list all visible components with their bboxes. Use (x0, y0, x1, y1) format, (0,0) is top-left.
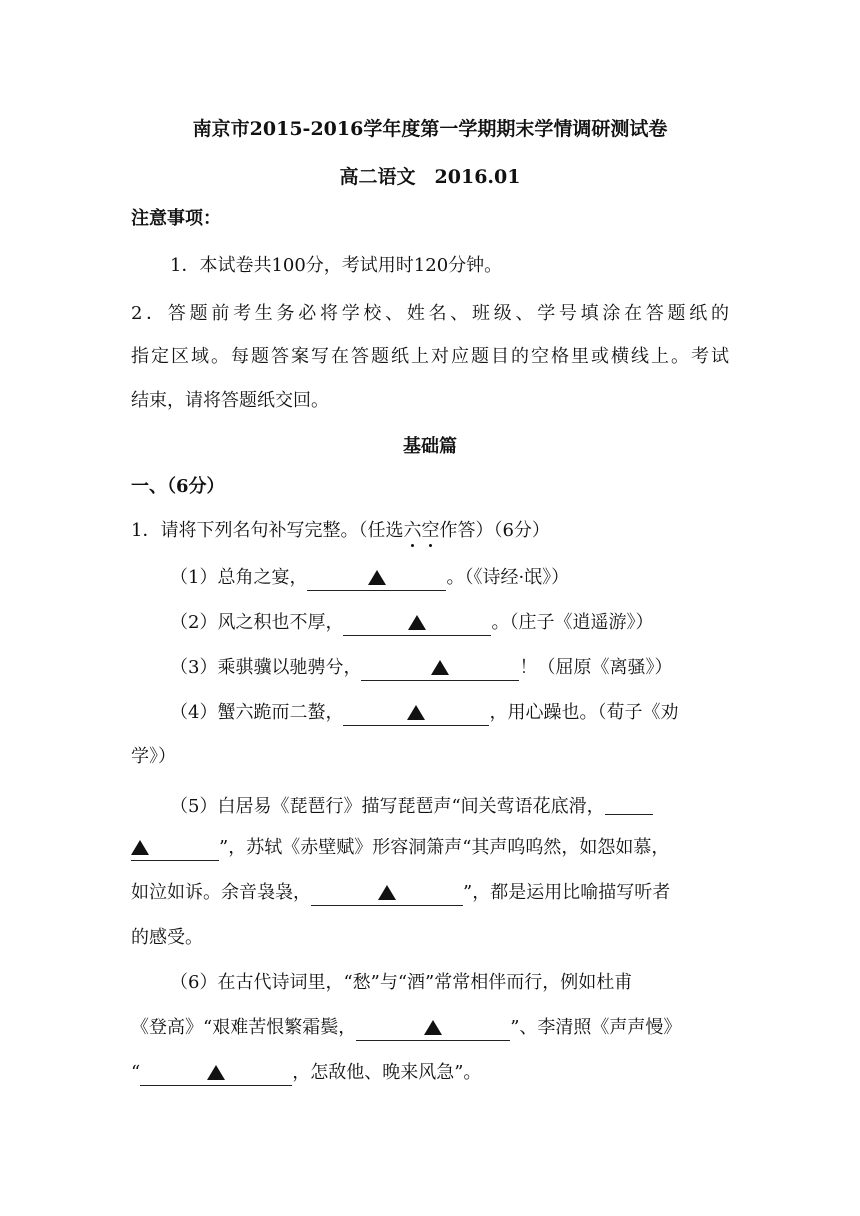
item-5-line4: 的感受。 (131, 927, 203, 948)
item-6-text: “ (131, 1062, 141, 1083)
item-6-text: ”、李清照《声声慢》 (510, 1017, 682, 1038)
answer-blank (361, 658, 519, 681)
item-3-text: （3）乘骐骥以驰骋兮， (170, 657, 362, 678)
section-heading: 基础篇 (403, 436, 457, 457)
triangle-marker-icon (368, 570, 386, 585)
answer-blank (140, 1063, 292, 1086)
item-4-continuation: 学》） (131, 746, 176, 767)
triangle-marker-icon (431, 660, 449, 675)
note-item-2-line1: 2．答题前考生务必将学校、姓名、班级、学号填涂在答题纸的 (131, 303, 729, 324)
answer-blank (131, 838, 219, 861)
item-2-source: 。（庄子《逍遥游》） (491, 612, 654, 633)
item-6-line1: （6）在古代诗词里，“愁”与“酒”常常相伴而行，例如杜甫 (170, 972, 633, 993)
item-2 (170, 610, 653, 636)
exam-subtitle: 高二语文 2016.01 (339, 166, 521, 188)
item-4-source: ，用心躁也。（荀子《劝 (489, 702, 679, 723)
item-2-text: （2）风之积也不厚， (170, 612, 344, 633)
item-5-text: （5）白居易《琵琶行》描写琵琶声“间关莺语花底滑， (170, 796, 605, 817)
item-5-text: 如泣如诉。余音袅袅， (131, 882, 311, 903)
item-1-text: （1）总角之宴， (170, 567, 308, 588)
note-item-2-line3: 结束，请将答题纸交回。 (131, 390, 329, 411)
answer-blank (343, 703, 489, 726)
answer-blank (307, 568, 446, 591)
item-5-text: ”，都是运用比喻描写听者 (463, 882, 671, 903)
question-1-prefix: 1．请将下列名句补写完整。（任选 (131, 520, 404, 541)
item-6-text: ，怎敌他、晚来风急”。 (292, 1062, 482, 1083)
note-item-2-line2: 指定区域。每题答案写在答题纸上对应题目的空格里或横线上。考试 (131, 346, 729, 367)
item-1-source: 。（《诗经·氓》） (446, 567, 570, 588)
triangle-marker-icon (408, 615, 426, 630)
exam-title: 南京市2015-2016学年度第一学期期末学情调研测试卷 (192, 118, 668, 140)
answer-blank (605, 792, 653, 815)
triangle-marker-icon (131, 840, 149, 855)
item-4-text: （4）蟹六跪而二螯， (170, 702, 344, 723)
item-6-text: 《登高》“艰难苦恨繁霜鬓， (131, 1017, 357, 1038)
question-1-suffix: 作答）（6分） (439, 520, 550, 541)
emphasis-char: 空 (421, 520, 440, 541)
item-5-line3 (131, 880, 670, 906)
item-6-line2 (131, 1015, 681, 1041)
item-5-text: ”，苏轼《赤壁赋》形容洞箫声“其声呜呜然，如怨如慕， (219, 837, 670, 858)
question-1-prompt (131, 518, 550, 544)
item-1 (170, 565, 569, 591)
emphasis-char: 六 (403, 520, 422, 541)
item-4 (170, 700, 678, 726)
item-6-line3 (131, 1060, 481, 1086)
triangle-marker-icon (378, 885, 396, 900)
item-5-line1 (170, 792, 653, 820)
notes-heading: 注意事项： (131, 208, 221, 229)
item-3-source: ！（屈原《离骚》） (519, 657, 673, 678)
part-heading: 一、（6分） (131, 476, 225, 497)
triangle-marker-icon (207, 1065, 225, 1080)
item-3 (170, 655, 672, 681)
answer-blank (343, 613, 491, 636)
answer-blank (311, 883, 463, 906)
triangle-marker-icon (424, 1020, 442, 1035)
triangle-marker-icon (407, 705, 425, 720)
note-item-1: 1．本试卷共100分，考试用时120分钟。 (170, 255, 503, 276)
answer-blank (356, 1018, 510, 1041)
item-5-line2 (131, 835, 669, 861)
